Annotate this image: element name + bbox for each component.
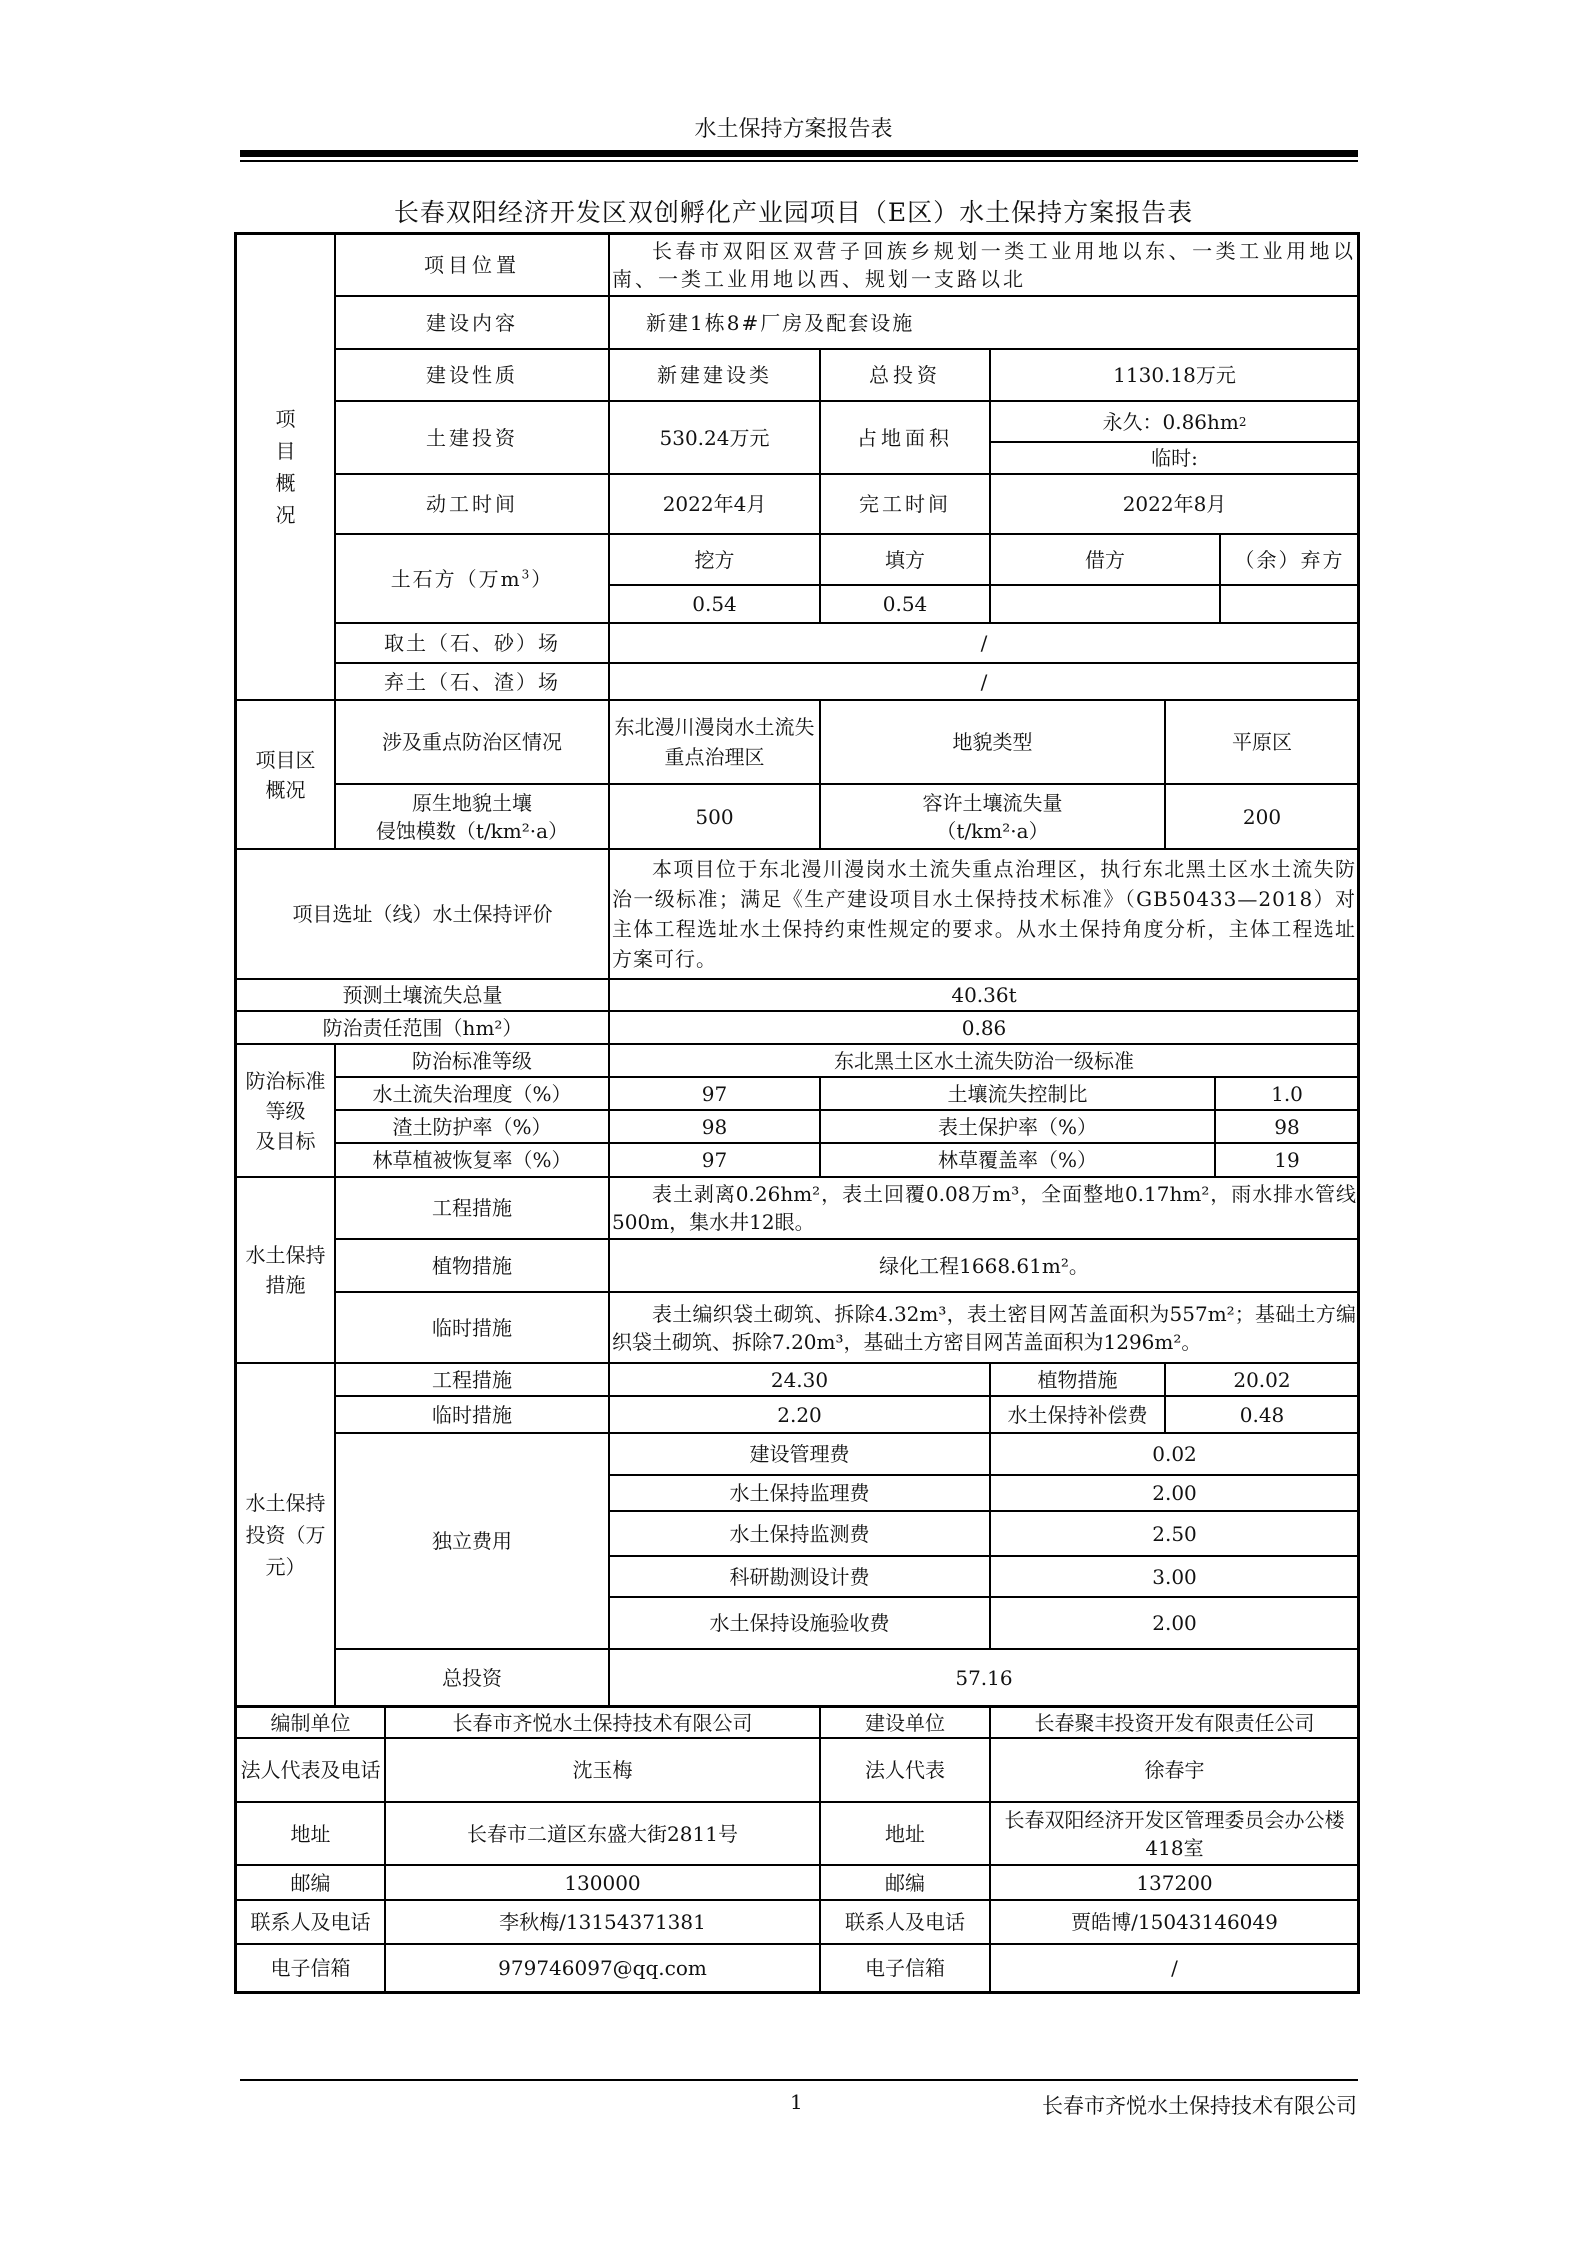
nature-label: 建设性质 [336, 350, 610, 402]
responsibility-area-value: 0.86 [610, 1012, 1360, 1045]
finish-value: 2022年8月 [991, 475, 1360, 535]
independent-fee-label: 水土保持监理费 [610, 1476, 991, 1512]
measures-vegetation-value: 绿化工程1668.61m²。 [610, 1240, 1360, 1293]
earthwork-value-spoil [1221, 586, 1360, 624]
predicted-loss-label: 预测土壤流失总量 [237, 980, 610, 1012]
builder-value: 长春聚丰投资开发有限责任公司 [991, 1707, 1360, 1739]
footer-company: 长春市齐悦水土保持技术有限公司 [1042, 2094, 1357, 2118]
header-rule-thick [240, 150, 1358, 157]
standard-value-b: 19 [1216, 1144, 1360, 1178]
section-label-investment: 水土保持 投资（万 元） [237, 1364, 336, 1707]
total-investment-value: 57.16 [610, 1650, 1360, 1707]
page-number: 1 [790, 2090, 803, 2114]
earthwork-value-fill: 0.54 [821, 586, 991, 624]
earthwork-header-spoil: （余）弃方 [1221, 535, 1360, 586]
land-temporary: 临时: [991, 443, 1360, 475]
invest-temporary-label: 临时措施 [336, 1397, 610, 1434]
invest-engineering-value: 24.30 [610, 1364, 991, 1397]
measures-engineering-value: 表土剥离0.26hm²，表土回覆0.08万m³，全面整地0.17hm²，雨水排水管线500m，集水井12眼。 [610, 1178, 1360, 1240]
independent-fee-label: 建设管理费 [610, 1434, 991, 1476]
independent-fee-value: 2.00 [991, 1598, 1360, 1650]
legal-rep-label: 法人代表 [821, 1739, 991, 1803]
standard-value-b: 98 [1216, 1111, 1360, 1144]
invest-compensation-value: 0.48 [1166, 1397, 1360, 1434]
contact-label-a: 联系人及电话 [237, 1901, 386, 1945]
invest-compensation-label: 水土保持补偿费 [991, 1397, 1166, 1434]
erosion-label: 原生地貌土壤 侵蚀模数（t/km²·a） [336, 785, 610, 850]
finish-label: 完工时间 [821, 475, 991, 535]
section-label-area-overview: 项目区概况 [237, 701, 336, 850]
invest-temporary-value: 2.20 [610, 1397, 991, 1434]
content-value: 新建1栋8#厂房及配套设施 [610, 297, 1360, 350]
grade-value: 东北黑土区水土流失防治一级标准 [610, 1045, 1360, 1078]
measures-engineering-label: 工程措施 [336, 1178, 610, 1240]
independent-fee-label: 水土保持监测费 [610, 1512, 991, 1557]
standard-value-a: 98 [610, 1111, 821, 1144]
earthwork-header-cut: 挖方 [610, 535, 821, 586]
header-rule-thin [240, 160, 1358, 162]
standard-value-a: 97 [610, 1144, 821, 1178]
total-invest-label: 总投资 [821, 350, 991, 402]
landform-label: 地貌类型 [821, 701, 1166, 785]
report-table [234, 232, 1360, 1994]
civil-invest-label: 土建投资 [336, 402, 610, 475]
legal-rep-phone-label: 法人代表及电话 [237, 1739, 386, 1803]
earthwork-header-fill: 填方 [821, 535, 991, 586]
start-value: 2022年4月 [610, 475, 821, 535]
legal-rep-a: 沈玉梅 [386, 1739, 821, 1803]
independent-fee-value: 2.00 [991, 1476, 1360, 1512]
contact-label-b: 联系人及电话 [821, 1901, 991, 1945]
total-investment-label: 总投资 [336, 1650, 610, 1707]
running-header-title: 水土保持方案报告表 [694, 117, 893, 142]
email-label-b: 电子信箱 [821, 1945, 991, 1991]
measures-temporary-label: 临时措施 [336, 1293, 610, 1364]
address-label-b: 地址 [821, 1803, 991, 1866]
invest-engineering-label: 工程措施 [336, 1364, 610, 1397]
postcode-label-a: 邮编 [237, 1866, 386, 1901]
earthwork-header-borrow: 借方 [991, 535, 1221, 586]
location-value: 长春市双阳区双营子回族乡规划一类工业用地以东、一类工业用地以南、一类工业用地以西、规划一支路以北 [610, 235, 1360, 297]
builder-label: 建设单位 [821, 1707, 991, 1739]
site-evaluation-value: 本项目位于东北漫川漫岗水土流失重点治理区，执行东北黑土区水土流失防治一级标准；满足《生产建设项目水土保持技术标准》（GB50433—2018）对主体工程选址水土保持约束性规定的要求。从水土保持角度分析，主体工程选址方案可行。 [610, 850, 1360, 980]
postcode-b: 137200 [991, 1866, 1360, 1901]
location-label: 项目位置 [336, 235, 610, 297]
standard-label-b: 林草覆盖率（%） [821, 1144, 1216, 1178]
compiler-value: 长春市齐悦水土保持技术有限公司 [386, 1707, 821, 1739]
measures-temporary-value: 表土编织袋土砌筑、拆除4.32m³，表土密目网苫盖面积为557m²；基础土方编织袋土砌筑、拆除7.20m³，基础土方密目网苫盖面积为1296m²。 [610, 1293, 1360, 1364]
email-b: / [991, 1945, 1360, 1991]
zone-label: 涉及重点防治区情况 [336, 701, 610, 785]
section-label-project-overview: 项目概况 [237, 235, 336, 701]
postcode-a: 130000 [386, 1866, 821, 1901]
standard-label-b: 土壤流失控制比 [821, 1078, 1216, 1111]
contact-b: 贾皓博/15043146049 [991, 1901, 1360, 1945]
standard-label-a: 渣土防护率（%） [336, 1111, 610, 1144]
document-title: 长春双阳经济开发区双创孵化产业园项目（E区）水土保持方案报告表 [393, 198, 1194, 227]
predicted-loss-value: 40.36t [610, 980, 1360, 1012]
site-evaluation-label: 项目选址（线）水土保持评价 [237, 850, 610, 980]
earthwork-label: 土石方（万$m^3$） [336, 535, 610, 624]
email-label-a: 电子信箱 [237, 1945, 386, 1991]
address-label-a: 地址 [237, 1803, 386, 1866]
civil-invest-value: 530.24万元 [610, 402, 821, 475]
allowable-value: 200 [1166, 785, 1360, 850]
allowable-label: 容许土壤流失量 （t/km²·a） [821, 785, 1166, 850]
address-b: 长春双阳经济开发区管理委员会办公楼418室 [991, 1803, 1360, 1866]
independent-fee-label: 水土保持设施验收费 [610, 1598, 991, 1650]
section-label-standards: 防治标准 等级 及目标 [237, 1045, 336, 1178]
legal-rep-b: 徐春宇 [991, 1739, 1360, 1803]
erosion-value: 500 [610, 785, 821, 850]
land-permanent: 永久：0.86hm 2 [991, 402, 1360, 443]
standard-label-a: 水土流失治理度（%） [336, 1078, 610, 1111]
zone-value: 东北漫川漫岗水土流失重点治理区 [610, 701, 821, 785]
landform-value: 平原区 [1166, 701, 1360, 785]
borrow-site-label: 取土（石、砂）场 [336, 624, 610, 664]
measures-vegetation-label: 植物措施 [336, 1240, 610, 1293]
content-label: 建设内容 [336, 297, 610, 350]
independent-fee-value: 3.00 [991, 1557, 1360, 1598]
earthwork-value-cut: 0.54 [610, 586, 821, 624]
footer-rule [240, 2079, 1358, 2081]
address-a: 长春市二道区东盛大街2811号 [386, 1803, 821, 1866]
spoil-site-label: 弃土（石、渣）场 [336, 664, 610, 701]
earthwork-value-borrow [991, 586, 1221, 624]
spoil-site-value: / [610, 664, 1360, 701]
independent-fees-label: 独立费用 [336, 1434, 610, 1650]
standard-label-a: 林草植被恢复率（%） [336, 1144, 610, 1178]
email-a[interactable]: 979746097@qq.com [386, 1945, 821, 1991]
standard-value-b: 1.0 [1216, 1078, 1360, 1111]
borrow-site-value: / [610, 624, 1360, 664]
independent-fee-label: 科研勘测设计费 [610, 1557, 991, 1598]
contact-a: 李秋梅/13154371381 [386, 1901, 821, 1945]
standard-label-b: 表土保护率（%） [821, 1111, 1216, 1144]
compiler-label: 编制单位 [237, 1707, 386, 1739]
responsibility-area-label: 防治责任范围（hm²） [237, 1012, 610, 1045]
grade-label: 防治标准等级 [336, 1045, 610, 1078]
land-area-label: 占地面积 [821, 402, 991, 475]
section-label-measures: 水土保持 措施 [237, 1178, 336, 1364]
standard-value-a: 97 [610, 1078, 821, 1111]
start-label: 动工时间 [336, 475, 610, 535]
independent-fee-value: 2.50 [991, 1512, 1360, 1557]
total-invest-value: 1130.18万元 [991, 350, 1360, 402]
postcode-label-b: 邮编 [821, 1866, 991, 1901]
invest-vegetation-label: 植物措施 [991, 1364, 1166, 1397]
invest-vegetation-value: 20.02 [1166, 1364, 1360, 1397]
nature-value: 新建建设类 [610, 350, 821, 402]
independent-fee-value: 0.02 [991, 1434, 1360, 1476]
